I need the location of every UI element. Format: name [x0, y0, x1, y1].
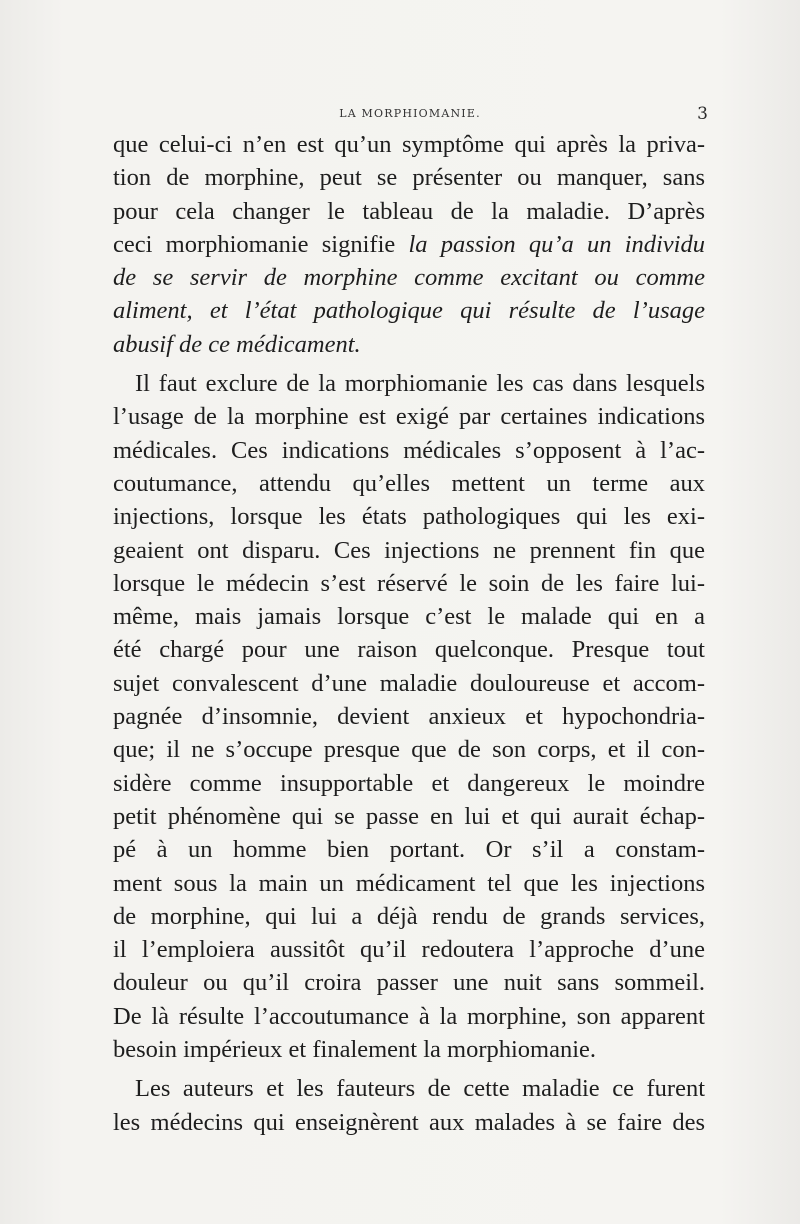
text-line: [113, 328, 705, 361]
paragraph: [113, 1072, 705, 1139]
text-segment: De là résulte l’accoutumance à la morphine, son apparent: [113, 1002, 705, 1030]
text-line: [113, 900, 705, 933]
text-segment: injections, lorsque les états pathologiques qui les exi-: [113, 503, 705, 531]
text-segment: lorsque le médecin s’est réservé le soin de les faire lui-: [113, 569, 705, 597]
text-line: [113, 600, 705, 633]
text-line: [113, 500, 705, 533]
text-line: [113, 1033, 705, 1066]
running-title: LA MORPHIOMANIE.: [339, 107, 481, 120]
text-segment: douleur ou qu’il croira passer une nuit sans sommeil.: [113, 969, 705, 997]
text-segment: il l’emploiera aussitôt qu’il redoutera l’approche d’une: [113, 936, 705, 964]
text-line: [113, 467, 705, 500]
text-segment: sidère comme insupportable et dangereux le moindre: [113, 769, 705, 797]
body-text: [113, 128, 705, 1139]
text-line: [113, 633, 705, 666]
text-segment: ment sous la main un médicament tel que les injections: [113, 869, 705, 897]
text-line: [113, 161, 705, 194]
text-segment: que celui-ci n’en est qu’un symptôme qui après la priva-: [113, 131, 705, 158]
text-line: [113, 700, 705, 733]
italic-text: aliment, et l’état pathologique qui résulte de l’usage: [113, 297, 705, 325]
text-segment: Il faut exclure de la morphiomanie les cas dans lesquels: [135, 370, 705, 398]
paragraph: [113, 367, 705, 1066]
text-line: [113, 667, 705, 700]
text-line: [113, 261, 705, 294]
italic-text: de se servir de morphine comme excitant ou comme: [113, 264, 705, 292]
text-segment: l’usage de la morphine est exigé par certaines indications: [113, 403, 705, 431]
text-line: [113, 195, 705, 228]
text-segment: de morphine, qui lui a déjà rendu de grands services,: [113, 902, 705, 930]
text-segment: tion de morphine, peut se présenter ou manquer, sans: [113, 164, 705, 192]
text-segment: sujet convalescent d’une maladie douloureuse et accom-: [113, 669, 705, 697]
text-segment: geaient ont disparu. Ces injections ne prennent fin que: [113, 536, 705, 564]
text-segment: petit phénomène qui se passe en lui et qui aurait échap-: [113, 802, 705, 830]
text-segment: même, mais jamais lorsque c’est le malade qui en a: [113, 603, 705, 631]
text-line: [113, 567, 705, 600]
text-line: [113, 1072, 705, 1105]
text-segment: pagnée d’insomnie, devient anxieux et hypochondria-: [113, 703, 705, 731]
text-line: [113, 400, 705, 433]
text-line: [113, 228, 705, 261]
text-line: [113, 867, 705, 900]
text-line: [113, 833, 705, 866]
page-number: 3: [697, 104, 708, 124]
text-line: [113, 733, 705, 766]
text-segment: pé à un homme bien portant. Or s’il a constam-: [113, 836, 705, 864]
text-segment: été chargé pour une raison quelconque. Presque tout: [113, 636, 705, 664]
text-line: [113, 294, 705, 327]
text-line: [113, 1106, 705, 1139]
text-line: [113, 966, 705, 999]
italic-text: abusif de ce médicament.: [113, 330, 361, 358]
text-line: [113, 128, 705, 161]
text-line: [113, 767, 705, 800]
text-line: [113, 434, 705, 467]
text-segment: Les auteurs et les fauteurs de cette maladie ce furent: [135, 1075, 705, 1103]
running-head: [110, 104, 710, 124]
text-segment: coutumance, attendu qu’elles mettent un terme aux: [113, 469, 705, 497]
text-segment: ceci morphiomanie signifie: [113, 230, 409, 258]
text-segment: pour cela changer le tableau de la maladie. D’après: [113, 197, 705, 225]
text-segment: les médecins qui enseignèrent aux malades à se faire des: [113, 1108, 705, 1136]
italic-text: la passion qu’a un individu: [408, 230, 705, 258]
text-line: [113, 800, 705, 833]
text-line: [113, 933, 705, 966]
paragraph: [113, 128, 705, 361]
text-segment: médicales. Ces indications médicales s’opposent à l’ac-: [113, 436, 705, 464]
text-line: [113, 367, 705, 400]
text-segment: besoin impérieux et finalement la morphiomanie.: [113, 1036, 597, 1064]
text-line: [113, 1000, 705, 1033]
text-line: [113, 534, 705, 567]
text-segment: que; il ne s’occupe presque que de son corps, et il con-: [113, 736, 705, 764]
